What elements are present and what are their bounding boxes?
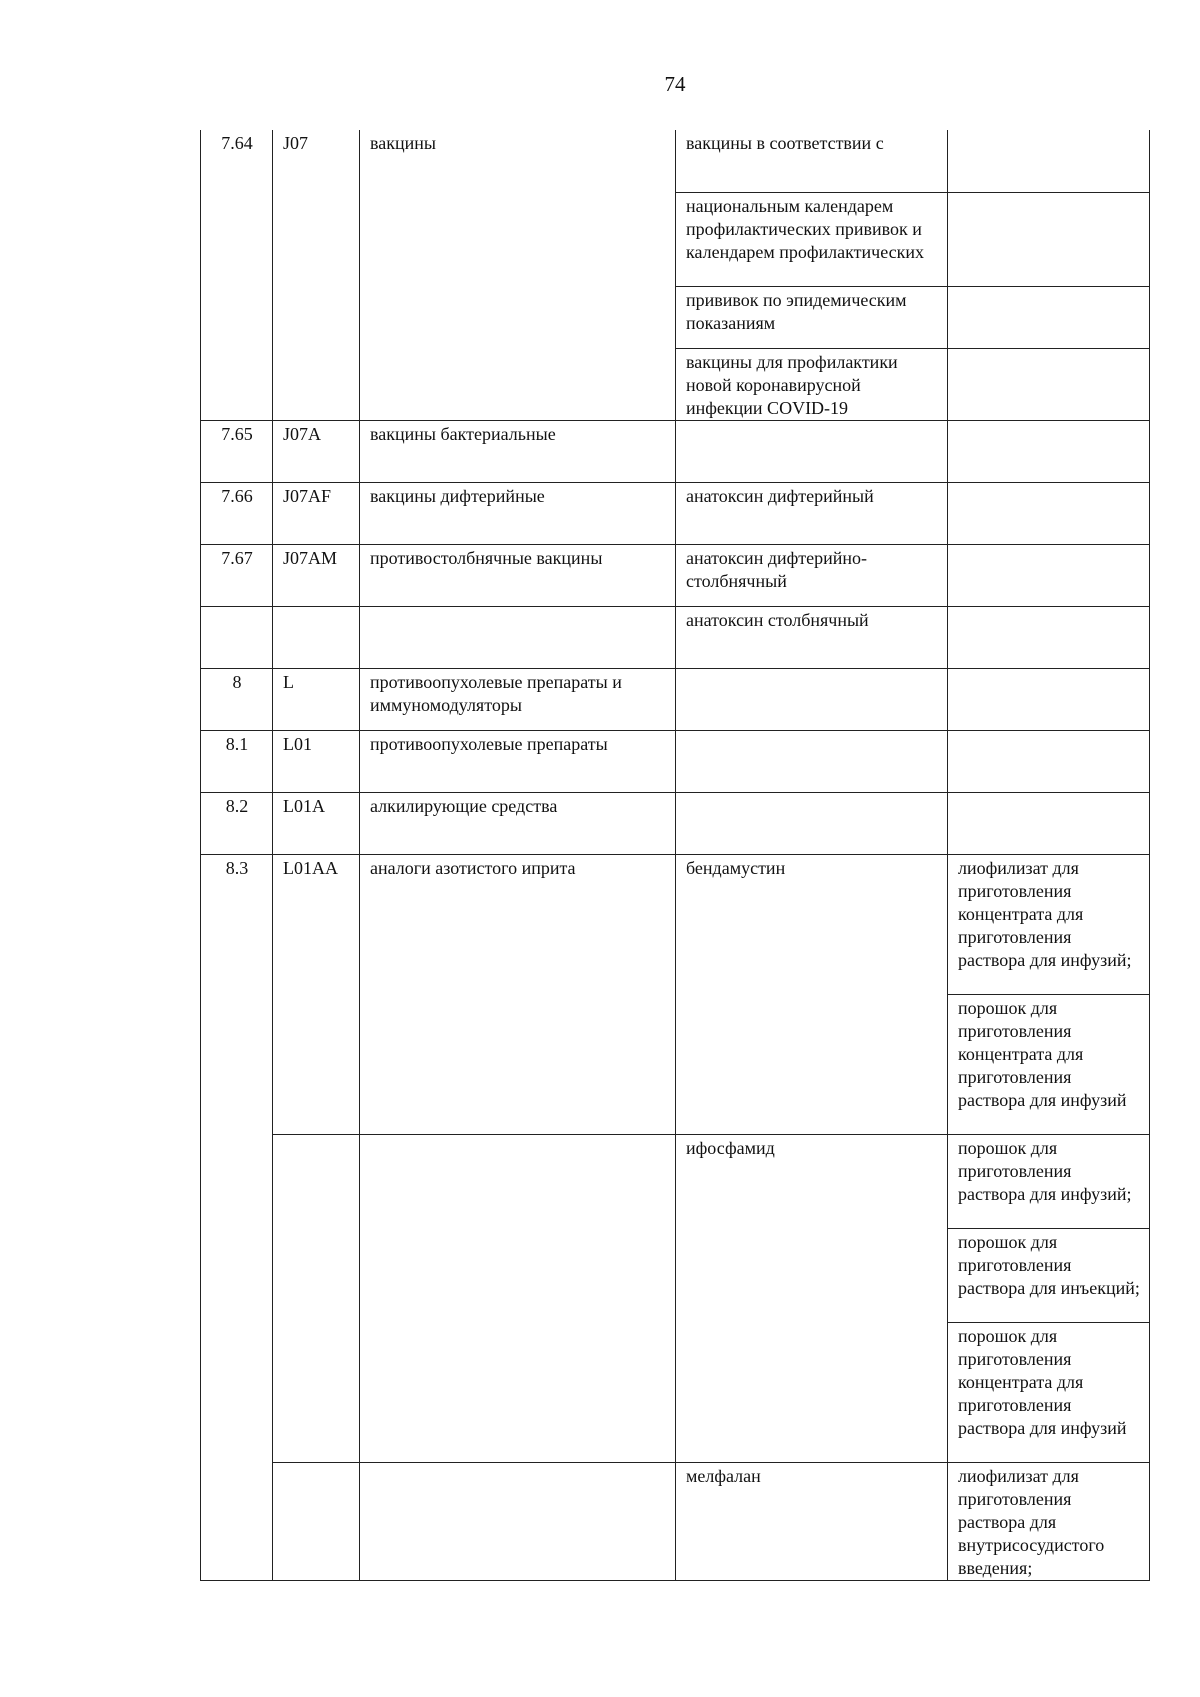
drug-name: анатоксин дифтерийно-столбнячный bbox=[676, 544, 948, 606]
drug-name: прививок по эпидемическим показаниям bbox=[676, 286, 948, 348]
atc-code: L01 bbox=[273, 730, 360, 792]
atc-group: противостолбнячные вакцины bbox=[360, 544, 676, 606]
table-row bbox=[201, 482, 1150, 544]
dosage-form bbox=[948, 348, 1150, 420]
drug-name bbox=[676, 420, 948, 482]
table-row bbox=[201, 792, 1150, 854]
drug-name: анатоксин столбнячный bbox=[676, 606, 948, 668]
atc-group bbox=[360, 1134, 676, 1462]
atc-code: J07A bbox=[273, 420, 360, 482]
table-row bbox=[201, 1462, 1150, 1580]
drug-name: ифосфамид bbox=[676, 1134, 948, 1462]
atc-code: J07 bbox=[273, 130, 360, 420]
drug-name bbox=[676, 730, 948, 792]
dosage-form bbox=[948, 792, 1150, 854]
dosage-form: лиофилизат для приготовления раствора для внутрисосудистого введения; bbox=[948, 1462, 1150, 1580]
dosage-form: порошок для приготовления раствора для инъекций; bbox=[948, 1228, 1150, 1322]
medication-table bbox=[200, 130, 1150, 1581]
drug-name: национальным календарем профилактических прививок и календарем профилактических bbox=[676, 192, 948, 286]
row-number: 7.66 bbox=[201, 482, 273, 544]
dosage-form bbox=[948, 192, 1150, 286]
atc-code: J07AM bbox=[273, 544, 360, 606]
dosage-form: порошок для приготовления раствора для инфузий; bbox=[948, 1134, 1150, 1228]
atc-group: вакцины дифтерийные bbox=[360, 482, 676, 544]
row-number bbox=[201, 606, 273, 668]
atc-code bbox=[273, 1134, 360, 1462]
dosage-form bbox=[948, 482, 1150, 544]
atc-group: вакцины bbox=[360, 130, 676, 420]
table-row bbox=[201, 420, 1150, 482]
atc-group: противоопухолевые препараты и иммуномодуляторы bbox=[360, 668, 676, 730]
dosage-form bbox=[948, 420, 1150, 482]
atc-code: J07AF bbox=[273, 482, 360, 544]
dosage-form bbox=[948, 730, 1150, 792]
dosage-form bbox=[948, 606, 1150, 668]
atc-group: противоопухолевые препараты bbox=[360, 730, 676, 792]
table-row bbox=[201, 730, 1150, 792]
atc-group bbox=[360, 606, 676, 668]
table-row bbox=[201, 668, 1150, 730]
dosage-form bbox=[948, 544, 1150, 606]
drug-name bbox=[676, 792, 948, 854]
dosage-form bbox=[948, 130, 1150, 192]
row-number: 8.2 bbox=[201, 792, 273, 854]
atc-code: L01AA bbox=[273, 854, 360, 1134]
drug-name: бендамустин bbox=[676, 854, 948, 1134]
table-row bbox=[201, 544, 1150, 606]
row-number: 8 bbox=[201, 668, 273, 730]
dosage-form: порошок для приготовления концентрата для приготовления раствора для инфузий bbox=[948, 994, 1150, 1134]
row-number: 8.1 bbox=[201, 730, 273, 792]
drug-name: вакцины в соответствии с bbox=[676, 130, 948, 192]
atc-code: L01A bbox=[273, 792, 360, 854]
atc-group: алкилирующие средства bbox=[360, 792, 676, 854]
table-row bbox=[201, 854, 1150, 994]
row-number: 7.65 bbox=[201, 420, 273, 482]
row-number: 8.3 bbox=[201, 854, 273, 1580]
dosage-form bbox=[948, 668, 1150, 730]
atc-group bbox=[360, 1462, 676, 1580]
drug-name: анатоксин дифтерийный bbox=[676, 482, 948, 544]
table-row bbox=[201, 606, 1150, 668]
drug-name bbox=[676, 668, 948, 730]
table-row bbox=[201, 1134, 1150, 1228]
atc-group: аналоги азотистого иприта bbox=[360, 854, 676, 1134]
atc-code bbox=[273, 606, 360, 668]
atc-code bbox=[273, 1462, 360, 1580]
row-number: 7.64 bbox=[201, 130, 273, 420]
drug-name: вакцины для профилактики новой коронавирусной инфекции COVID-19 bbox=[676, 348, 948, 420]
dosage-form: порошок для приготовления концентрата для приготовления раствора для инфузий bbox=[948, 1322, 1150, 1462]
atc-group: вакцины бактериальные bbox=[360, 420, 676, 482]
drug-name: мелфалан bbox=[676, 1462, 948, 1580]
dosage-form: лиофилизат для приготовления концентрата для приготовления раствора для инфузий; bbox=[948, 854, 1150, 994]
table-row bbox=[201, 130, 1150, 192]
dosage-form bbox=[948, 286, 1150, 348]
row-number: 7.67 bbox=[201, 544, 273, 606]
page-number: 74 bbox=[664, 72, 686, 96]
atc-code: L bbox=[273, 668, 360, 730]
